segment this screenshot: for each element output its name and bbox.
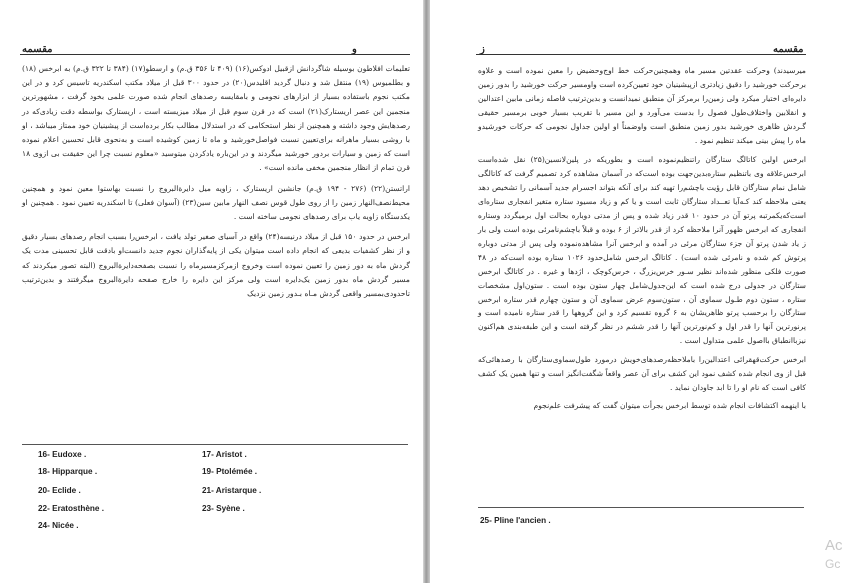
footnote-18: 18- Hipparque . [38, 467, 98, 476]
watermark-line-1: Ac [825, 537, 843, 554]
watermark-line-2: Gc [825, 557, 841, 571]
footnote-20: 20- Eclide . [38, 486, 81, 495]
footnote-25: 25- Pline l'ancien . [480, 516, 551, 525]
footnote-16: 16- Eudoxe . [38, 450, 87, 459]
page-letter-left: و [352, 44, 357, 55]
footnote-22: 22- Eratosthène . [38, 504, 104, 513]
book-gutter [423, 0, 430, 583]
right-footnotes [430, 0, 843, 583]
right-paragraph-1: میرسیدند) وحرکت عقدتین مسیر ماه وهمچنین‌حرکت خط اوج‌وحضیض را معین نموده است و علاوه برحرکت خورشید را دقیق زیادتری ازپیشینیان خود تعیین‌کرده است واومسیر حرکت خورشید را بدور زمین دایره‌ای اختیار میکرد ولی زمین‌را برمرکز آن منطبق نمیدانست و بدین‌ترتیب فاصله زمانی مابین اعتدالین و انقلابین واختلاف‌طول فصول را بدست می‌آورد و این مسیر با تقریب بسیار خوبی برمسیر حقیقی گـردش ظاهری خورشید بدور زمین منطبق است واوضمناً او اولین جداول نجومی که حرکات خورشیدو ماه را پیش بینی میکند تنظیم نمود . [478, 66, 806, 145]
footnote-24: 24- Nicée . [38, 521, 79, 530]
right-paragraph-3: ابرخس حرکت‌قهقرائی اعتدالین‌را باملاحظه‌رصدهای‌خویش درمورد طول‌سماوی‌ستارگان ‌با رصدهائی‌که قبل از وی انجام شده کشف نمود این کشف برای آن عصر واقعاً شگفت‌انگیز است و تنها همین یک کشف کافی است که نام او را تا ابد جاودان نماید . [478, 355, 806, 392]
right-paragraph-4: با اینهمه اکتشافات انجام شده توسط ابرخس بجرأت میتوان گفت که پیشرفت علم‌نجوم [533, 400, 806, 410]
footnote-21: 21- Aristarque . [202, 486, 262, 495]
left-paragraph-2: اراتستن(۲۲) (۲۷۶ - ۱۹۴ ق.م) جانشین اریستارک ، زاویه میل دایرةالبروج را نسبت بهاستوا معین نمود و همچنین محیط‌نصف‌النهار زمین را از روی طول قوس نصف النهار مابین سین(۲۳) (آسوان فعلی) تا اسکندریه تعیین نمود . همچنین او یکدستگاه زاویه یاب برای رصدهای نجومی ساخته است . [22, 183, 411, 222]
left-paragraph-1: تعلیمات افلاطون بوسیله شاگردانش ازقبیل ادوکس(۱۶) (۴۰۹ تا ۳۵۶ ق.م) و ارسطو(۱۷) (۳۸۴ تا ۳۲۲ ق.م) به ابرخس (۱۸) و بطلمیوس (۱۹) منتقل شد و دنبال گردید اقلیدس(۲۰) در حدود ۳۰۰ قبل از میلاد مکتب اسکندریه تاسیس کرد و در این مکتب نجوم باستفاده بسیار از ابزارهای نجومی و بامقایسه رصدهای انجام شده صورت علمی بخود گرفت ، مشهورترین منجمین این عصر اریستارک(۲۱) است که در قرن سوم قبل از میلاد میزیسته است ، اریستارک بواسطه دقت زیادی‌که در رصدهایش وجود داشته و همچنین از نظر استحکامی که در استدلال مطالب بکار برده‌است از پیشینیان خود ممتاز میباشد ، او با روشی بسیار ماهرانه برای‌تعیین نسبت فواصل‌خورشید و ماه تا زمین کوشیده است و به‌نحوی قابل تحسین اعلام نموده است که زمین و سیارات بردور خورشید میگردند و در این‌باره یادکردن میتوسید «معلوم نسبت چرا این حقیقت بی ازوی ۱۸ قرن تمام از انظار منجمین مخفی مانده است» . [22, 64, 411, 173]
right-paragraph-2: ابرخس اولین کاتالگ ستارگان راتنظیم‌نموده است و بطوریکه در پلین‌لانسین(۲۵) نقل شده‌است ابرخس‌علاقه وی باتنظیم ستاره‌بدین‌جهت بوده است‌که در آسمان مشاهده کرد تصمیم گرفت که کاتالگی شامل نمام ستارگان قابل رؤیت باچشم‌را تهیه کند برای آنکه بتواند اجسرام جدید آسمانی را تشخیص دهد یعنی ملاحظه کند کـه‌آیا تعــداد ستارگان ثابت است و یا کم و زیاد مسیود ستاره متغیر انفجاری ستاره‌ای است‌که‌یکمرتبه پرتو آن در حدود ۱۰ قدر زیاد شده و پس از مدتی دوباره بحالت اول برمیگردد وستاره انفجاری که ابرخس ظهور آنرا ملاحظه کرد از قدر بالاتر از ۶ بوده و قبلاً باچشم‌نامرئی بوده است ولی بار ز یاد شدن پرتو آن جزء ستارگان مرئی در آمده و ابرخس آنرا مشاهده‌نموده ولی پس از مدتی دوباره پرتوش کم شده و نامرئی شده است) . کاتالگ ابرخس شامل‌حدود ۱۰۲۶ ستاره بوده است‌که در ۴۸ صورت فلکی منظور شده‌اند نظیر سـور خرس‌بزرگ ، خرس‌کوچک ، اژدها و غیره . در کاتالگ ابرخس ستارگان در جدولی درج شده است که این‌جدول‌شامل چهار ستون بوده است . ستون‌اول مشخصات ستاره ، ستون دوم طـول سماوی آن ، ستون‌سوم عرض سماوی آن و ستون چهارم قدر ستاره ابرخس ستارگان را برحسب پرتو ظاهریشان به ۶ گروه تقسیم کرد و این گروهها را قدر ستاره نامیده است و پرنورترین آنها را قدر اول و کم‌نورترین آنها را قدر ششم در نظر گرفته است و این طبقه‌بندی هم‌اکنون نیزباانطباق بااصول علمی متداول است . [478, 155, 806, 346]
right-page [430, 0, 843, 583]
left-paragraph-3: ابرخس در حدود ۱۵۰ قبل از میلاد درنیسه(۲۴) واقع در آسیای صغیر تولد یافت ، ابرخس‌را بسبب انجام رصدهای بسیار دقیق و از نظر کشفیات بدیعی که انجام داده است میتوان یکی از پایه‌گذاران نجوم جدید دانست‌او بادقت قابل تحسینی مدت یک گردش ماه به دور زمین را تعیین نموده است وخروج ازمرکزمسیرماه را نسبت بصفحه‌دایرةالبروج (البته تصور میکردند که مسیر گردش ماه بدور زمین یک‌دایره است ولی مرکز این دایره را خارج صفحه دایرةالبروج میگرفتند و بدین‌ترتیب تاحدودی‌بمسیر واقعی گردش مـاه بـدور زمین نزدیک [22, 232, 411, 299]
page-letter-right: ز [480, 44, 485, 55]
footnote-23: 23- Syène . [202, 504, 245, 513]
footnote-17: 17- Aristot . [202, 450, 247, 459]
running-head-right: مقسمه [773, 44, 804, 55]
running-head-left: مقسمه [22, 44, 53, 55]
footnote-19: 19- Ptolémée . [202, 467, 258, 476]
